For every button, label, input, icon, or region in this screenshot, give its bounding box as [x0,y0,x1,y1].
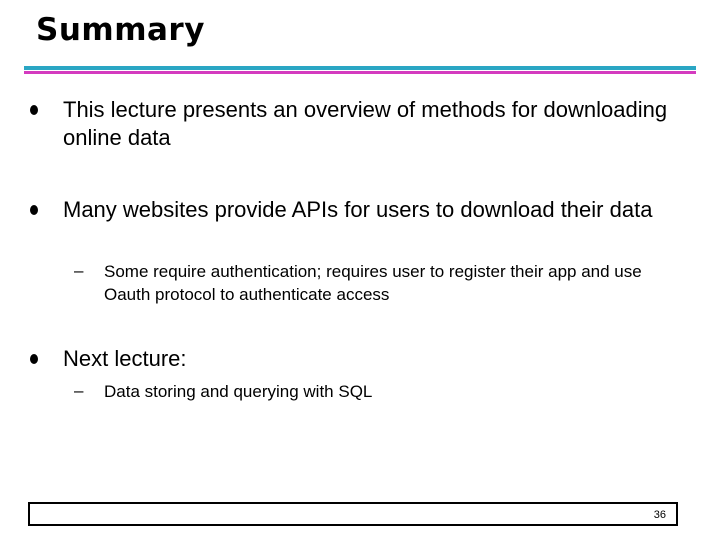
page-number: 36 [653,509,666,521]
slide-title: Summary [36,12,205,48]
title-rule-cyan [24,66,696,70]
sub-bullet-text: Some require authentication; requires user to register their app and use Oauth protocol to authenticate access [104,262,642,304]
sub-bullet-text: Data storing and querying with SQL [104,382,373,401]
bullet-dot-icon [30,354,38,364]
footer-bar [28,502,678,526]
bullet-dot-icon [30,205,38,215]
dash-bullet-icon: – [74,261,84,280]
dash-bullet-icon: – [74,381,84,400]
title-rule-magenta [24,71,696,74]
bullet-dot-icon [30,105,38,115]
bullet-text: Next lecture: [63,346,187,371]
bullet-text: Many websites provide APIs for users to download their data [63,197,653,222]
bullet-text: This lecture presents an overview of methods for downloading online data [63,97,668,150]
